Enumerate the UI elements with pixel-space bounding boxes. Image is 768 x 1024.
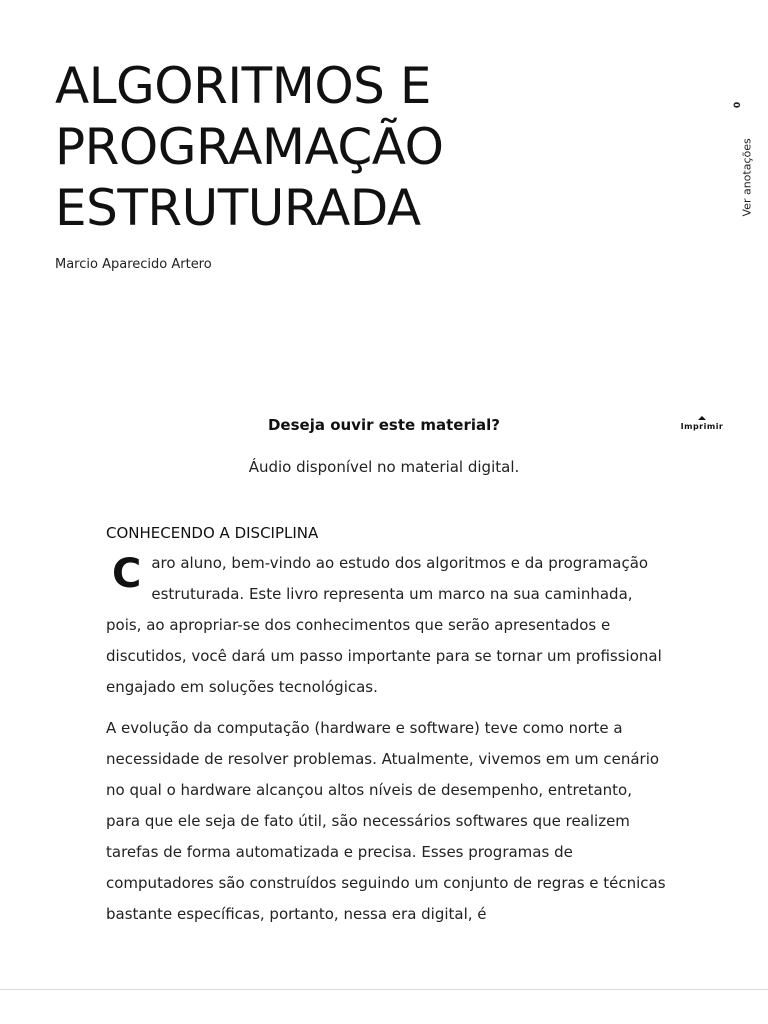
annotations-count: 0 — [733, 101, 744, 109]
page-title — [55, 56, 443, 239]
audio-note: Áudio disponível no material digital. — [248, 458, 520, 476]
author-name: Marcio Aparecido Artero — [55, 257, 212, 272]
intro-paragraph-text: aro aluno, bem-vindo ao estudo dos algoritmos e da programação estruturada. Este livro representa um marco na sua caminhada, pois, ao apropriar-se dos conhecimentos que serão apresentados e discutidos, você dará um passo importante para se tornar um profissional engajado em soluções tecnológicas. — [106, 554, 662, 696]
annotations-link[interactable]: Ver anotações — [740, 138, 754, 217]
title-line-3: ESTRUTURADA — [55, 179, 421, 237]
divider — [0, 989, 768, 990]
section-heading: CONHECENDO A DISCIPLINA — [106, 524, 319, 542]
caret-up-icon — [698, 416, 706, 420]
main-content — [106, 524, 666, 940]
drop-cap: C — [112, 551, 142, 597]
body-paragraph: A evolução da computação (hardware e software) teve como norte a necessidade de resolver problemas. Atualmente, vivemos em um cenário no qual o hardware alcançou altos níveis de desempenho, entretanto, para que ele seja de fato útil, são necessários softwares que realizem tarefas de forma automatizada e precisa. Esses programas de computadores são construídos seguindo um conjunto de regras e técnicas bastante específicas, portanto, nessa era digital, é — [106, 719, 666, 923]
print-button[interactable] — [680, 416, 724, 431]
intro-paragraph — [106, 548, 666, 703]
print-label: Imprimir — [680, 422, 724, 431]
annotations-panel[interactable] — [731, 100, 754, 220]
title-line-2: PROGRAMAÇÃO — [55, 118, 444, 176]
audio-question: Deseja ouvir este material? — [267, 416, 500, 434]
title-line-1: ALGORITMOS E — [55, 57, 431, 115]
